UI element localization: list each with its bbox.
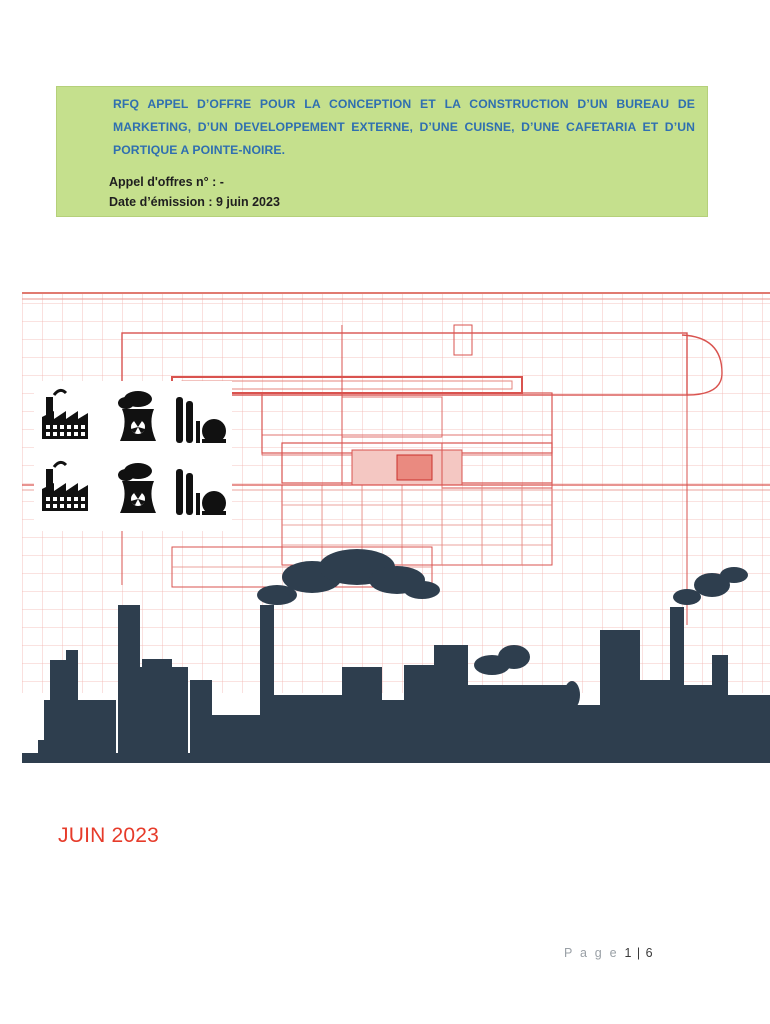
header-box [56,86,708,217]
document-title: RFQ APPEL D’OFFRE POUR LA CONCEPTION ET LA CONSTRUCTION D’UN BUREAU DE MARKETING, D’UN DEVELOPPEMENT EXTERNE, D’UNE CUISNE, D’UNE CAFETARIA ET D’UN PORTIQUE A POINTE-NOIRE. [113,97,695,157]
issue-date: Date d’émission : 9 juin 2023 [109,195,280,209]
industry-icon-panel [34,381,232,531]
cover-illustration [22,285,770,763]
page-count: 1 | 6 [624,946,654,960]
page-number [564,946,654,960]
tender-number: Appel d'offres n° : - [109,175,224,189]
cover-date: JUIN 2023 [58,824,160,847]
page-label: P a g e [564,946,619,960]
